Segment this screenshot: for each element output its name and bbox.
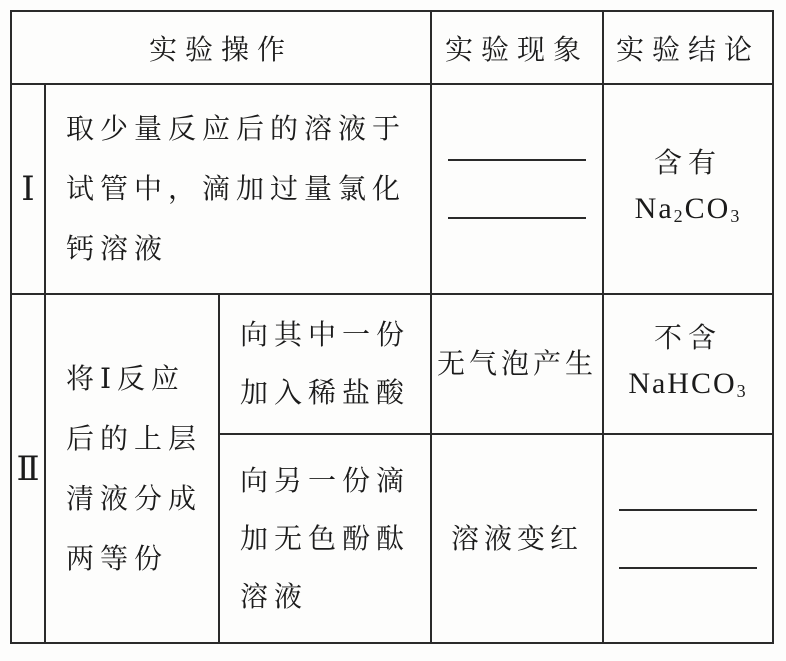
row-2b-operation-line-1: 向另一份滴 [240, 463, 411, 497]
row-1 [11, 84, 773, 294]
row-2b-phenomenon: 溶液变红 [431, 434, 603, 643]
row-2-step-line-2: 后的上层 [66, 421, 203, 455]
formula-subscript: 2 [673, 205, 685, 226]
row-2a-operation-line-1: 向其中一份 [240, 318, 411, 351]
header-conclusion: 实验结论 [603, 11, 773, 84]
formula-part: Na [634, 191, 674, 225]
row-1-operation-line-2: 试管中，滴加过量氯化 [66, 172, 407, 205]
formula-subscript: 3 [730, 205, 742, 226]
header-operation: 实验操作 [11, 11, 431, 84]
formula-part: CO [684, 191, 731, 225]
row-1-operation-line-1: 取少量反应后的溶液于 [66, 112, 407, 145]
row-2a-conclusion [603, 294, 773, 434]
answer-blank-line[interactable] [619, 567, 757, 569]
header-row [11, 11, 773, 84]
header-phenomenon: 实验现象 [431, 11, 603, 84]
row-2-step-line-3: 清液分成 [66, 481, 203, 515]
row-2a-phenomenon: 无气泡产生 [431, 294, 603, 434]
row-2a-conclusion-formula [604, 361, 772, 414]
row-2a-conclusion-text: 不含 [653, 320, 722, 354]
row-2b-conclusion [603, 434, 773, 643]
row-2b-operation-line-2: 加无色酚酞 [240, 521, 411, 555]
answer-blank-line[interactable] [619, 509, 757, 511]
row-2-step-line-4: 两等份 [66, 541, 169, 575]
row-1-operation [45, 84, 431, 294]
experiment-table [10, 10, 774, 644]
row-1-operation-line-3: 钙溶液 [66, 232, 169, 265]
answer-blank-line[interactable] [448, 217, 586, 219]
row-1-conclusion-text: 含有 [653, 145, 722, 179]
row-2-step-line-1: 将Ⅰ反应 [66, 361, 186, 395]
row-1-conclusion-formula [604, 186, 772, 239]
formula-part: NaHCO [628, 366, 737, 400]
answer-blank-line[interactable] [448, 159, 586, 161]
row-2b-operation-line-3: 溶液 [240, 579, 309, 613]
row-1-label: Ⅰ [11, 84, 45, 294]
row-2-label: Ⅱ [11, 294, 45, 643]
row-2a [11, 294, 773, 434]
row-1-conclusion [603, 84, 773, 294]
row-2a-operation [219, 294, 431, 434]
row-2a-operation-line-2: 加入稀盐酸 [240, 376, 411, 409]
row-2b-operation [219, 434, 431, 643]
formula-subscript: 3 [736, 380, 748, 401]
row-1-phenomenon [431, 84, 603, 294]
row-2-step [45, 294, 219, 643]
